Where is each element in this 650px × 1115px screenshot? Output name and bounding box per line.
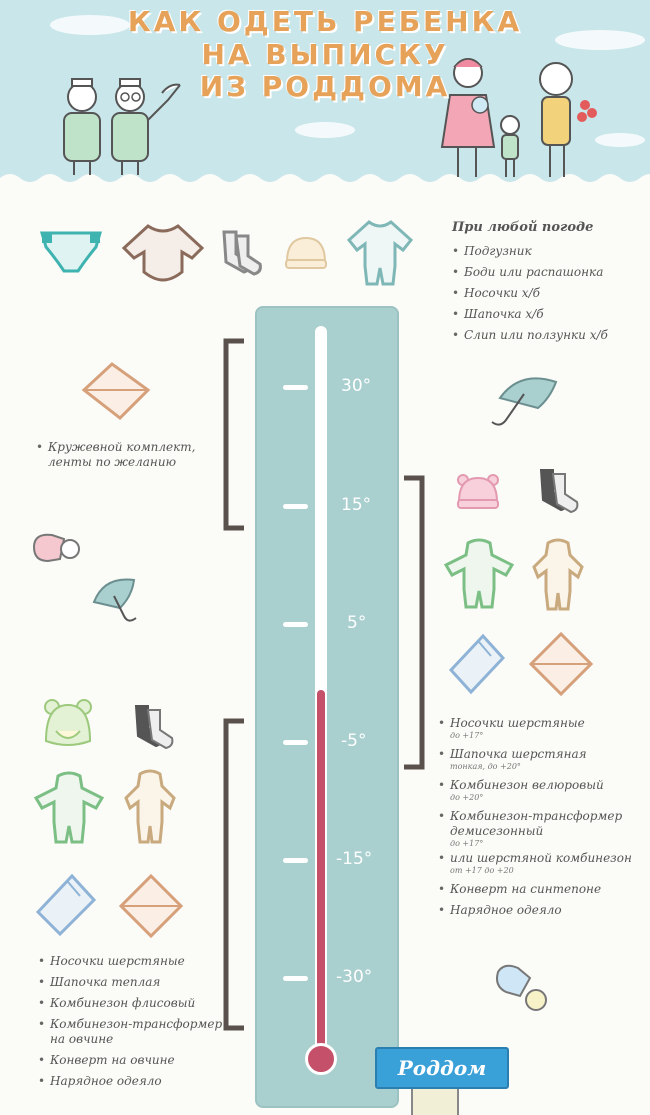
warm-hat-icon: [42, 697, 94, 751]
cold-wool-socks-icon: [130, 702, 176, 752]
cold-item: • Шапочка теплая: [38, 975, 223, 990]
mark-30: 30°: [341, 376, 372, 396]
mark-minus30: -30°: [336, 967, 373, 987]
hat-icon: [283, 232, 329, 272]
envelope-blue-icon: [443, 630, 509, 700]
any-weather-item: • Шапочка х/б: [452, 307, 642, 322]
bracket-cold: [222, 718, 248, 1032]
tick-5: [283, 622, 308, 627]
tick-minus30: [283, 976, 308, 981]
warm-item: • Кружевной комплект, ленты по желанию: [36, 440, 206, 470]
bracket-warm: [222, 338, 248, 532]
mark-minus15: -15°: [336, 849, 373, 869]
fleece-overall-icon: [32, 770, 106, 846]
fleece-jumpsuit-icon: [530, 537, 586, 613]
warm-section: [36, 440, 206, 476]
title-line-1: КАК ОДЕТЬ РЕБЕНКА: [127, 5, 523, 38]
cold-blanket-icon: [115, 870, 187, 942]
mid-item: • Конверт на синтепоне: [438, 882, 643, 897]
bodysuit-icon: [120, 222, 206, 284]
mid-item: • Нарядное одеяло: [438, 903, 643, 918]
lace-blanket-icon: [78, 360, 154, 422]
sleepsuit-icon: [345, 218, 415, 288]
mark-15: 15°: [341, 495, 372, 515]
any-weather-heading: При любой погоде: [452, 220, 594, 235]
title-line-3: ИЗ РОДДОМА: [199, 70, 451, 103]
umbrella-icon: [480, 368, 564, 434]
cold-item: • Нарядное одеяло: [38, 1074, 223, 1089]
header-banner: [0, 0, 650, 195]
title-line-2: НА ВЫПИСКУ: [201, 38, 449, 71]
any-weather-item: • Боди или распашонка: [452, 265, 642, 280]
thermometer-mercury: [317, 690, 325, 1055]
pacifier-icon: [24, 525, 84, 575]
transformer-icon: [120, 768, 180, 846]
thermometer-bulb: [305, 1043, 337, 1075]
cold-item: • Конверт на овчине: [38, 1053, 223, 1068]
diaper-icon: [38, 225, 104, 277]
mark-5: 5°: [347, 613, 367, 633]
cold-item: • Носочки шерстяные: [38, 954, 223, 969]
any-weather-item: • Подгузник: [452, 244, 642, 259]
pink-hat-icon: [455, 470, 501, 512]
tick-15: [283, 504, 308, 509]
tick-30: [283, 385, 308, 390]
mid-item: • Комбинезон-трансформер демисезонный до +17°: [438, 809, 643, 849]
socks-icon: [218, 228, 264, 278]
blue-pacifier-icon: [490, 958, 554, 1018]
mid-item-alt: • или шерстяной комбинезон от +17 до +20: [438, 851, 643, 876]
mid-item: • Комбинезон велюровый до +20°: [438, 778, 643, 803]
blanket-icon: [525, 628, 597, 700]
mid-section: [438, 716, 643, 924]
mark-minus5: -5°: [341, 731, 367, 751]
thermometer-body: [255, 306, 399, 1108]
any-weather-item: • Слип или ползунки х/б: [452, 328, 642, 343]
tick-minus5: [283, 740, 308, 745]
cold-item: • Комбинезон-трансформер на овчине: [38, 1017, 223, 1047]
cold-item: • Комбинезон флисовый: [38, 996, 223, 1011]
bracket-mid: [400, 475, 426, 771]
velour-jumpsuit-icon: [442, 537, 516, 611]
hospital-sign: Роддом: [375, 1047, 509, 1089]
any-weather-section: [452, 220, 642, 349]
cold-section: [38, 954, 223, 1095]
any-weather-item: • Носочки х/б: [452, 286, 642, 301]
wool-socks-icon: [535, 466, 581, 516]
umbrella-small-icon: [90, 572, 146, 628]
mid-item: • Шапочка шерстяная тонкая, до +20°: [438, 747, 643, 772]
sheepskin-envelope-icon: [30, 870, 102, 940]
tick-minus15: [283, 858, 308, 863]
mid-item: • Носочки шерстяные до +17°: [438, 716, 643, 741]
